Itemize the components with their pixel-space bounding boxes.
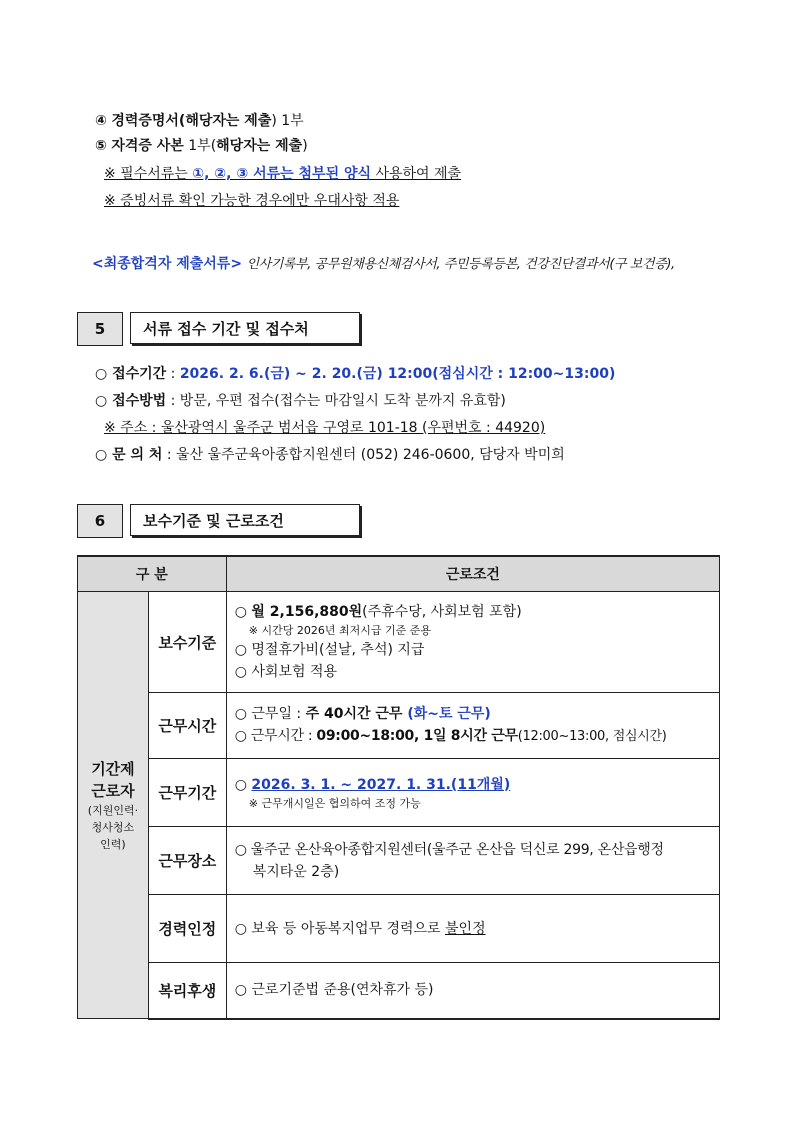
group-sub-1: (지원인력· [87, 803, 139, 817]
doc-item-5 [95, 136, 308, 156]
place-l2: 복지타운 2층) [252, 863, 340, 880]
final-docs-items: 인사기록부, 공무원채용신체검사서, 주민등록등본, 건강진단결과서(구 보건증), [246, 257, 675, 272]
contact-label: ○ 문 의 처 [95, 447, 163, 463]
pay-l3: ○ 명절휴가비(설날, 추석) 지급 [234, 642, 425, 658]
group-main-2: 근로자 [91, 781, 135, 800]
hours-l1-b: 주 40시간 근무 [305, 706, 408, 722]
cond-period [226, 759, 719, 827]
item5-mid: 1부( [183, 138, 217, 154]
period-l1-mark: ○ [234, 776, 252, 793]
conditions-table [77, 555, 720, 1020]
pay-l1-rest: (주휴수당, 사회보험 포함) [362, 604, 522, 620]
item5-mark: ⑤ [95, 138, 107, 154]
method-value: : 방문, 우편 접수(접수는 마감일시 도착 분까지 유효함) [166, 393, 506, 409]
item4-mark: ④ [95, 113, 107, 129]
group-sub-2: 청사청소 [91, 820, 135, 834]
header-group: 구 분 [78, 556, 227, 592]
section5-number: 5 [77, 312, 123, 346]
hours-l1-a: ○ 근무일 : [234, 706, 306, 722]
item5-bold2: 해당자는 제출 [216, 138, 303, 154]
note1-suffix: 사용하여 제출 [371, 166, 462, 182]
item4-bold: 경력증명서(해당자는 제출 [111, 113, 272, 129]
label-hours: 근무시간 [148, 693, 226, 759]
table-header-row [78, 556, 720, 592]
period-value: 2026. 2. 6.(금) ~ 2. 20.(금) 12:00(점심시간 : 12:00~13:00) [179, 366, 616, 382]
cond-place [226, 827, 719, 895]
item4-rest: ) 1부 [271, 113, 304, 129]
career-l1-a: ○ 보육 등 아동복지업무 경력으로 [234, 920, 446, 937]
table-row [78, 895, 720, 963]
period-l1-value: 2026. 3. 1. ~ 2027. 1. 31.(11개월) [251, 776, 511, 793]
table-row [78, 963, 720, 1019]
pay-l2: ※ 시간당 2026년 최저시급 기준 준용 [248, 624, 431, 637]
method-label: ○ 접수방법 [95, 393, 167, 409]
doc-note-1 [104, 164, 461, 184]
career-l1-b: 불인정 [445, 920, 486, 937]
label-pay: 보수기준 [148, 592, 226, 693]
table-row [78, 592, 720, 693]
period-sep: : [166, 366, 180, 382]
label-place: 근무장소 [148, 827, 226, 895]
note1-prefix: ※ 필수서류는 [104, 166, 193, 182]
note1-blue: ①, ②, ③ 서류는 첨부된 양식 [192, 166, 372, 182]
label-period: 근무기간 [148, 759, 226, 827]
label-welfare: 복리후생 [148, 963, 226, 1019]
final-docs-line [92, 254, 675, 275]
doc-item-4 [95, 111, 304, 131]
welfare-l1: ○ 근로기준법 준용(연차휴가 등) [234, 982, 434, 999]
label-career: 경력인정 [148, 895, 226, 963]
hours-l2-b: 09:00~18:00, 1일 8시간 근무 [316, 728, 518, 744]
period-line [95, 364, 615, 384]
table-row [78, 759, 720, 827]
item5-end: ) [302, 138, 308, 154]
item5-bold1: 자격증 사본 [111, 138, 184, 154]
pay-l4: ○ 사회보험 적용 [234, 664, 337, 680]
hours-l1-c: (화~토 근무) [407, 706, 491, 722]
section5-title: 서류 접수 기간 및 접수처 [130, 312, 360, 344]
period-label: ○ 접수기간 [95, 366, 167, 382]
table-row [78, 827, 720, 895]
group-cell [78, 592, 149, 1019]
place-l1: ○ 울주군 온산육아종합지원센터(울주군 온산읍 덕신로 299, 온산읍행정 [234, 841, 664, 858]
pay-l1-bold: 월 2,156,880원 [251, 604, 363, 620]
final-docs-label: <최종합격자 제출서류> [92, 256, 243, 272]
cond-pay [226, 592, 719, 693]
hours-l2-c: (12:00~13:00, 점심시간) [517, 729, 667, 744]
section6-number: 6 [77, 504, 123, 538]
address-line: ※ 주소 : 울산광역시 울주군 범서읍 구영로 101-18 (우편번호 : 44920) [104, 420, 546, 436]
group-sub-3: 인력) [100, 837, 126, 851]
cond-career [226, 895, 719, 963]
group-main-1: 기간제 [91, 759, 135, 778]
table-row [78, 693, 720, 759]
period-l2: ※ 근무개시일은 협의하여 조정 가능 [248, 796, 421, 810]
doc-note-2: ※ 증빙서류 확인 가능한 경우에만 우대사항 적용 [104, 193, 400, 209]
method-line [95, 391, 506, 411]
hours-l2-a: ○ 근무시간 : [234, 728, 317, 744]
contact-line [95, 445, 565, 465]
cond-hours [226, 693, 719, 759]
cond-welfare [226, 963, 719, 1019]
pay-l1-mark: ○ [234, 604, 252, 620]
contact-value: : 울산 울주군육아종합지원센터 (052) 246-0600, 담당자 박미희 [162, 447, 565, 463]
section6-title: 보수기준 및 근로조건 [130, 504, 360, 536]
header-conditions: 근로조건 [226, 556, 719, 592]
